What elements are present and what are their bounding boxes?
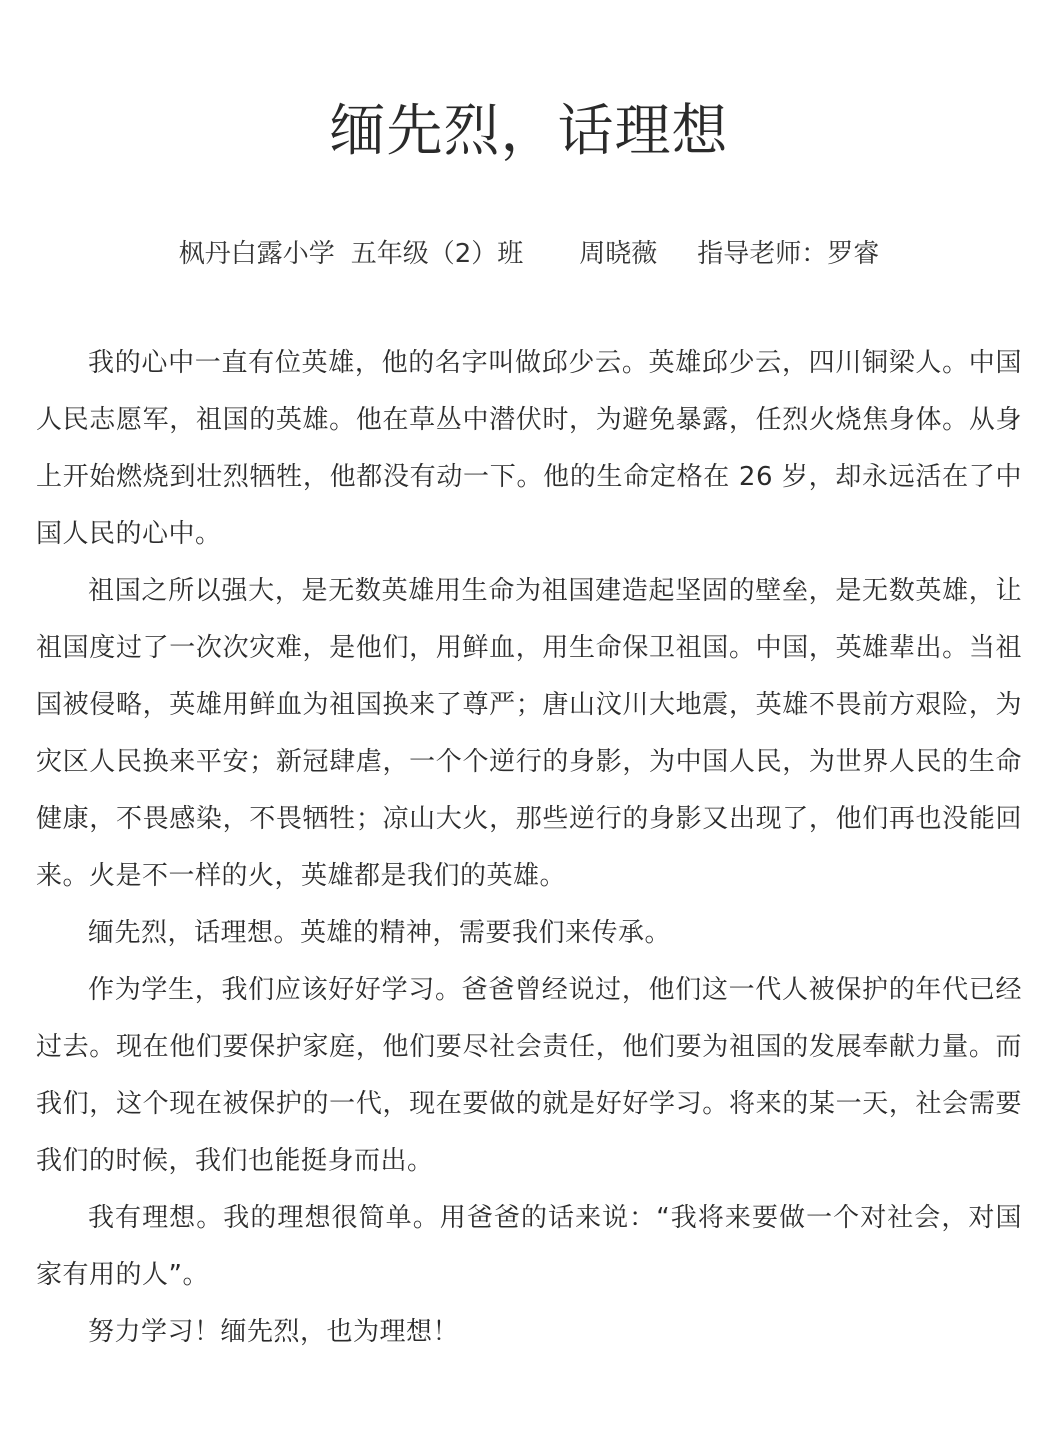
paragraph: 努力学习！缅先烈，也为理想！ (88, 1317, 460, 1347)
paragraph: 我的心中一直有位英雄，他的名字叫做邱少云。英雄邱少云，四川铜梁人。中国人民志愿军，祖国的英雄。他在草丛中潜伏时，为避免暴露，任烈火烧焦身体。从身上开始燃烧到壮烈牺牲，他都没有动一下。他的生命定格在 26 岁，却永远活在了中国人民的心中。 (36, 348, 1022, 549)
student-name: 周晓薇 (579, 239, 658, 269)
essay-body (36, 335, 1022, 1361)
teacher-name: 指导老师：罗睿 (697, 239, 880, 269)
paragraph: 缅先烈，话理想。英雄的精神，需要我们来传承。 (88, 918, 672, 948)
essay-title: 缅先烈，话理想 (329, 99, 729, 164)
class-name: 五年级（2）班 (350, 239, 524, 269)
byline (0, 232, 1058, 276)
paragraph: 祖国之所以强大，是无数英雄用生命为祖国建造起坚固的壁垒，是无数英雄，让祖国度过了一次次灾难，是他们，用鲜血，用生命保卫祖国。中国，英雄辈出。当祖国被侵略，英雄用鲜血为祖国换来了尊严；唐山汶川大地震，英雄不畏前方艰险，为灾区人民换来平安；新冠肆虐，一个个逆行的身影，为中国人民，为世界人民的生命健康，不畏感染，不畏牺牲；凉山大火，那些逆行的身影又出现了，他们再也没能回来。火是不一样的火，英雄都是我们的英雄。 (36, 576, 1022, 891)
paragraph: 作为学生，我们应该好好学习。爸爸曾经说过，他们这一代人被保护的年代已经过去。现在他们要保护家庭，他们要尽社会责任，他们要为祖国的发展奉献力量。而我们，这个现在被保护的一代，现在要做的就是好好学习。将来的某一天，社会需要我们的时候，我们也能挺身而出。 (36, 975, 1022, 1176)
school-name: 枫丹白露小学 (178, 239, 335, 269)
paragraph: 我有理想。我的理想很简单。用爸爸的话来说：“我将来要做一个对社会，对国家有用的人”。 (36, 1203, 1022, 1290)
